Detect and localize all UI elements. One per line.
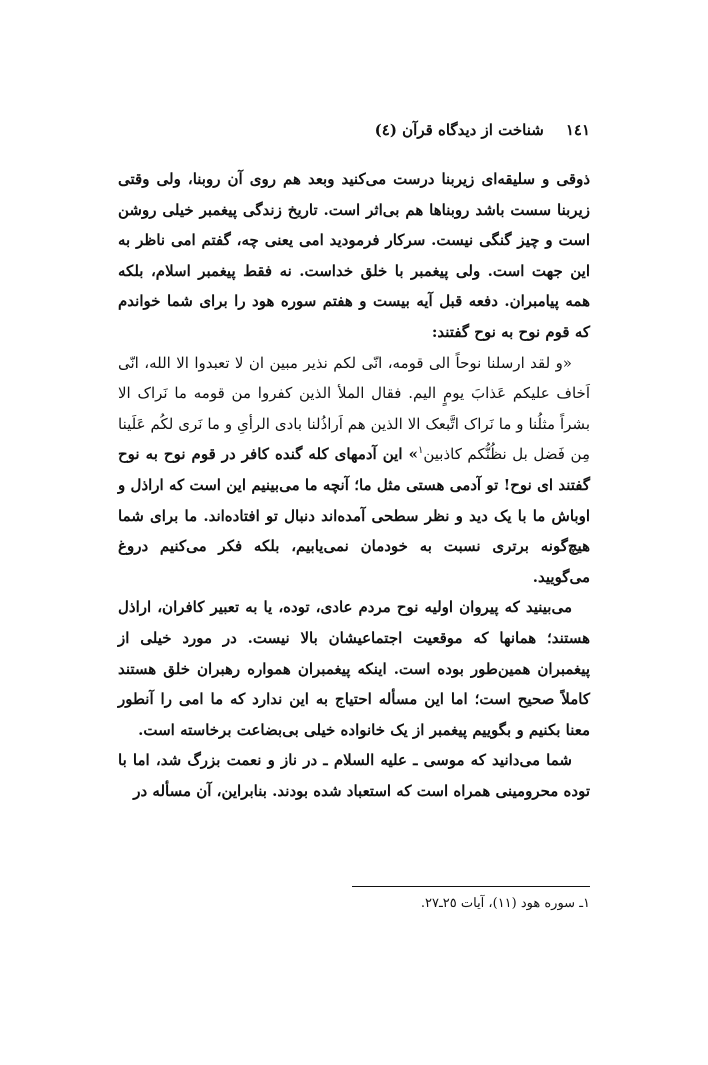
footnote-reference: ١: [417, 445, 424, 457]
quote-commentary: » این آدمهای کله گنده کافر در قوم نوح به نوح گفتند ای نوح! تو آدمی هستی مثل ما؛ آنچه ما می‌بینیم این است که اراذل و اوباش ما با یک دید و نظر سطحی آمده‌اند دنبال تو افتاده‌اند. ما برای شما هیچ‌گونه برتری نسبت به خودمان نمی‌یابیم، بلکه فکر می‌کنیم دروغ می‌گویید.: [118, 445, 590, 586]
paragraph-1: ذوقی و سلیقه‌ای زیربنا درست می‌کنید وبعد هم روی آن روبنا، ولی وقتی زیربنا سست باشد روبناها هم بی‌اثر است. تاریخ زندگی پیغمبر خیلی روشن است و چیز گنگی نیست. سرکار فرمودید امی یعنی چه، گفتم امی ناظر به این جهت است. ولی پیغمبر با خلق خداست. نه فقط پیغمبر اسلام، بلکه همه پیامبران. دفعه قبل آیه بیست و هفتم سوره هود را برای شما خواندم که قوم نوح به نوح گفتند:: [118, 170, 590, 341]
page-number: ١٤١: [565, 121, 590, 139]
paragraph-4: شما می‌دانید که موسی ـ علیه السلام ـ در ناز و نعمت بزرگ شد، اما با توده محرومینی همراه است که استعباد شده بودند. بنابراین، آن مسأله در: [118, 751, 590, 800]
paragraph-3: می‌بینید که پیروان اولیه نوح مردم عادی، توده، یا به تعبیر کافران، اراذل هستند؛ همانها که موقعیت اجتماعیشان بالا نیست. در مورد خیلی از پیغمبران همین‌طور بوده است. اینکه پیغمبران همواره رهبران خلق هستند کاملاً صحیح است؛ اما این مسأله احتیاج به این ندارد که ما امی را آنطور معنا بکنیم و بگوییم پیغمبر از یک خانواده خیلی بی‌بضاعت برخاسته است.: [118, 598, 590, 739]
footnote: ١ـ سوره هود (١١)، آیات ٢٥ـ٢٧.: [420, 896, 590, 911]
footnote-divider: [352, 886, 590, 887]
quran-quote-paragraph: [118, 348, 590, 593]
page-header: [118, 118, 590, 142]
running-title: شناخت از دیدگاه قرآن (٤): [374, 121, 544, 139]
body-text: [118, 164, 590, 806]
quran-quote: «و لقد ارسلنا نوحاً الی قومه، انّی لکم نذیر مبین ان لا تعبدوا الا الله، انّی اَخاف علیکم عَذابَ یومٍ الیم. فقال الملأ الذین کفروا من قومه ما نَراک الا بشراً مثلُنا و ما نَراک اتَّبعک الا الذین هم اَراذُلنا بادی الرأیِ و ما نَری لکُم عَلَینا مِن فَضل بل نظُنُّکم کاذبین: [118, 353, 590, 464]
